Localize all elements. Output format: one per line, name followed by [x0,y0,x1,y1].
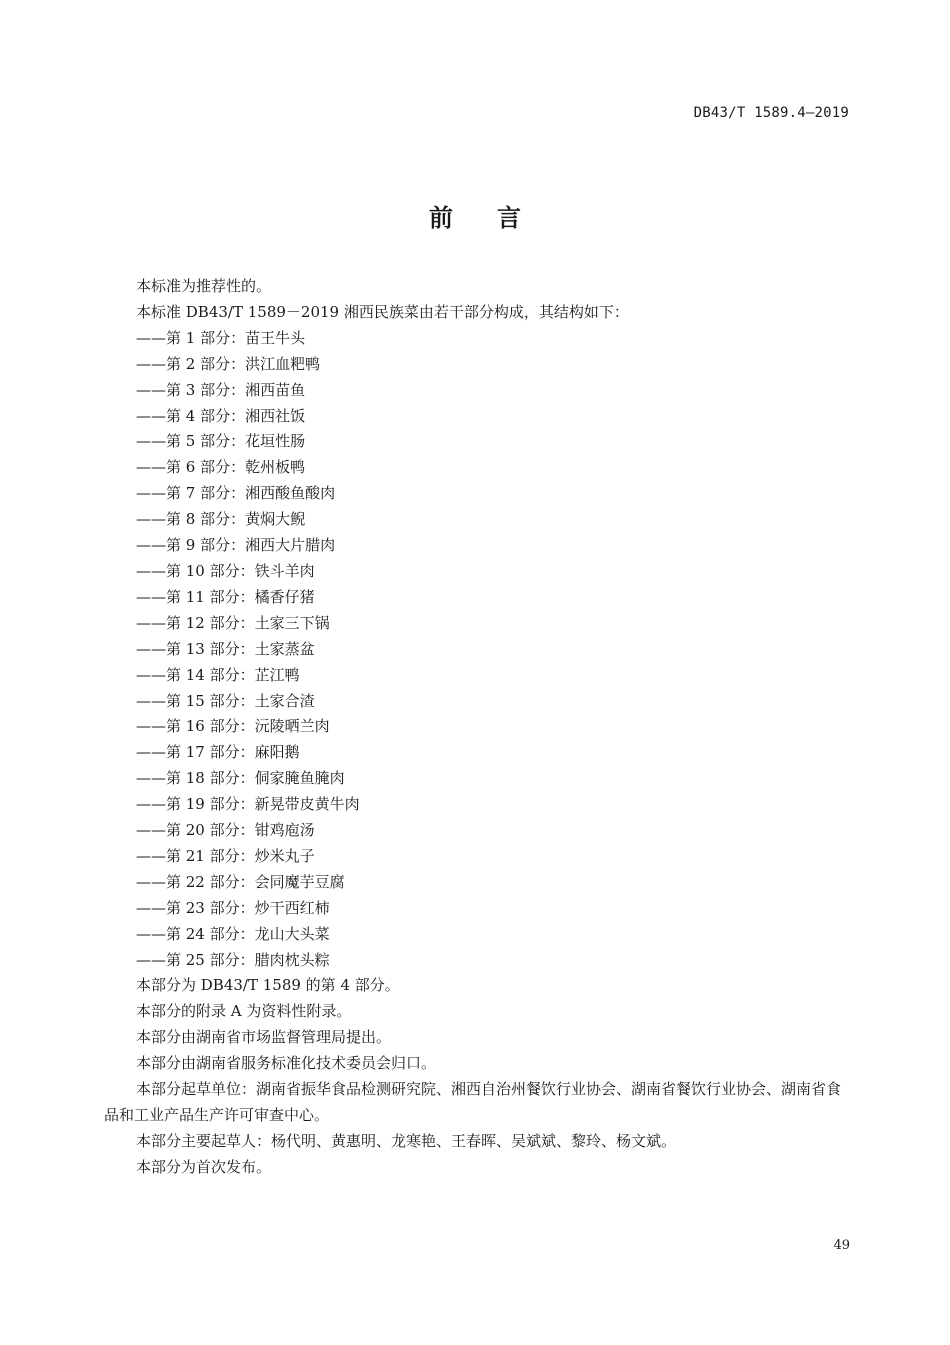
page-title: 前言 [429,204,565,232]
part-list-item: ——第 9 部分：湘西大片腊肉 [136,536,336,555]
part-list-item: ——第 21 部分：炒米丸子 [136,846,315,865]
part-list-item: ——第 7 部分：湘西酸鱼酸肉 [136,484,336,503]
closing-line: 本部分为 DB43/T 1589 的第 4 部分。 [136,976,400,995]
part-list-item: ——第 1 部分：苗王牛头 [136,328,306,347]
page-number: 49 [833,1238,850,1253]
part-list-item: ——第 17 部分：麻阳鹅 [136,743,300,762]
part-list-item: ——第 16 部分：沅陵晒兰肉 [136,717,330,736]
foreword-body [104,274,854,1181]
part-list-item: ——第 6 部分：乾州板鸭 [136,458,306,477]
part-list-item: ——第 19 部分：新晃带皮黄牛肉 [136,795,360,814]
part-list-item: ——第 20 部分：钳鸡庖汤 [136,821,315,840]
part-list-item: ——第 4 部分：湘西社饭 [136,406,306,425]
part-list-item: ——第 12 部分：土家三下锅 [136,613,330,632]
part-list-item: ——第 8 部分：黄焖大鲵 [136,510,306,529]
closing-line: 本部分由湖南省服务标准化技术委员会归口。 [136,1054,437,1073]
closing-line: 本部分的附录 A 为资料性附录。 [136,1002,352,1021]
standard-code: DB43/T 1589.4—2019 [693,105,849,121]
part-list-item: ——第 15 部分：土家合渣 [136,691,315,710]
part-list-item: ——第 11 部分：橘香仔猪 [136,587,315,606]
part-list-item: ——第 24 部分：龙山大头菜 [136,924,330,943]
closing-line: 本部分为首次发布。 [136,1157,272,1176]
drafters: 本部分主要起草人：杨代明、黄惠明、龙寒艳、王春晖、吴斌斌、黎玲、杨文斌。 [136,1131,677,1150]
part-list-item: ——第 22 部分：会同魔芋豆腐 [136,872,345,891]
intro-line: 本标准 DB43/T 1589－2019 湘西民族菜由若干部分构成，其结构如下： [136,302,629,321]
part-list-item: ——第 2 部分：洪江血粑鸭 [136,354,321,373]
part-list-item: ——第 23 部分：炒干西红柿 [136,898,330,917]
part-list-item: ——第 14 部分：芷江鸭 [136,665,300,684]
part-list-item: ——第 18 部分：侗家腌鱼腌肉 [136,769,345,788]
part-list-item: ——第 13 部分：土家蒸盆 [136,639,315,658]
part-list-item: ——第 3 部分：湘西苗鱼 [136,380,306,399]
drafting-units: 本部分起草单位：湖南省振华食品检测研究院、湘西自治州餐饮行业协会、湖南省餐饮行业协会、湖南省食品和工业产品生产许可审查中心。 [104,1080,842,1124]
part-list-item: ——第 5 部分：花垣性肠 [136,432,306,451]
part-list-item: ——第 10 部分：铁斗羊肉 [136,561,315,580]
closing-line: 本部分由湖南省市场监督管理局提出。 [136,1028,392,1047]
part-list-item: ——第 25 部分：腊肉枕头粽 [136,950,330,969]
intro-line: 本标准为推荐性的。 [136,277,272,295]
